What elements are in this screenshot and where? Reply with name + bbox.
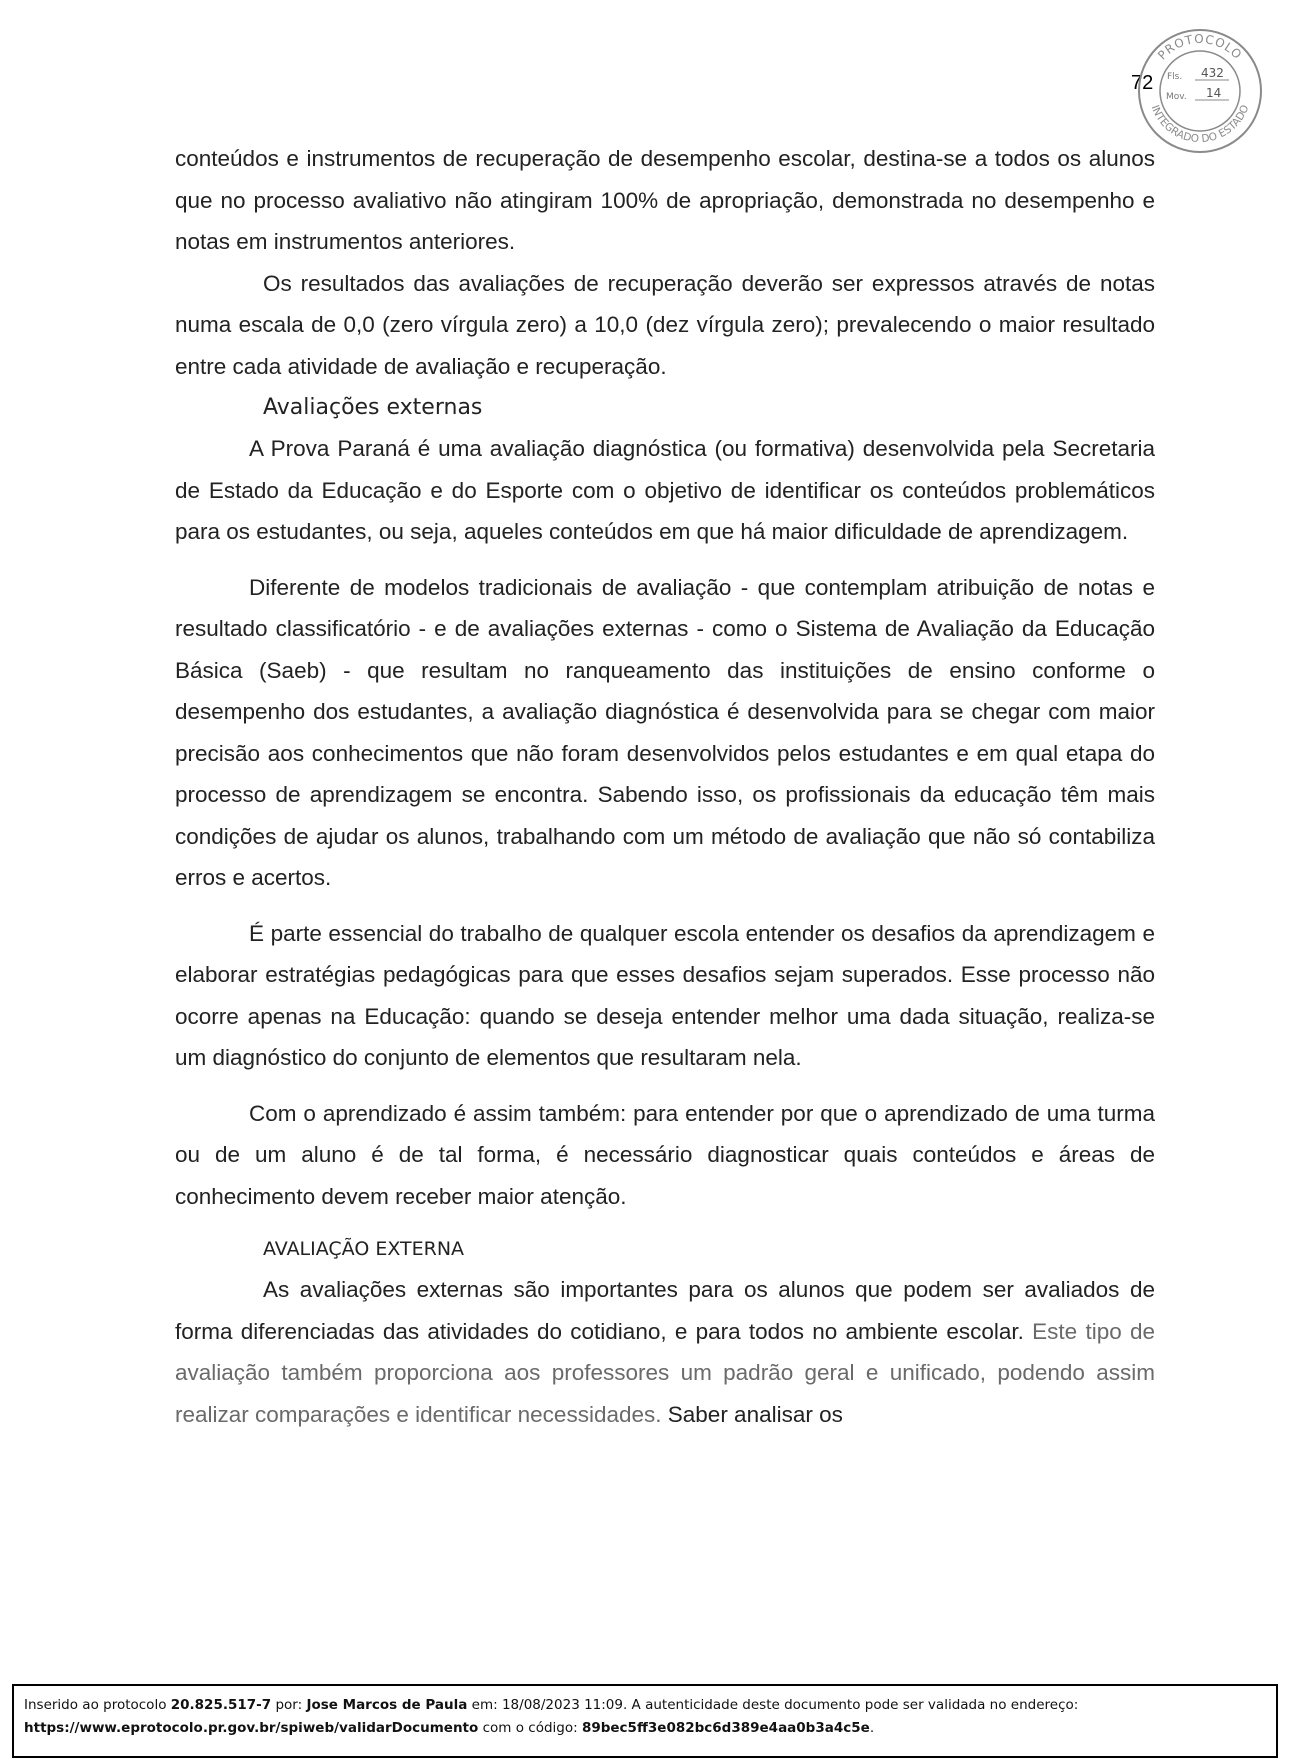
- authentication-footer: [12, 1684, 1278, 1758]
- paragraph: Com o aprendizado é assim também: para entender por que o aprendizado de uma turma ou de um aluno é de tal forma, é necessário diagnosticar quais conteúdos e áreas de conhecimento devem receber maior atenção.: [175, 1100, 1155, 1209]
- footer-code: 89bec5ff3e082bc6d389e4aa0b3a4c5e: [581, 1720, 870, 1736]
- footer-validation-url[interactable]: https://www.eprotocolo.pr.gov.br/spiweb/validarDocumento: [24, 1720, 479, 1736]
- section-heading: AVALIAÇÃO EXTERNA: [263, 1238, 465, 1260]
- stamp-mov-label: Mov.: [1166, 92, 1187, 102]
- protocol-stamp: [1137, 28, 1263, 154]
- paragraph: Diferente de modelos tradicionais de avaliação - que contemplam atribuição de notas e resultado classificatório - e de avaliações externas - como o Sistema de Avaliação da Educação Básica (Saeb) - que resultam no ranqueamento das instituições de ensino conforme o desempenho dos estudantes, a avaliação diagnóstica é desenvolvida para se chegar com maior precisão aos conhecimentos que não foram desenvolvidos pelos estudantes e em qual etapa do processo de aprendizagem se encontra. Sabendo isso, os profissionais da educação têm mais condições de ajudar os alunos, trabalhando com um método de avaliação que não só contabiliza erros e acertos.: [175, 574, 1155, 890]
- paragraph: Os resultados das avaliações de recuperação deverão ser expressos através de notas numa escala de 0,0 (zero vírgula zero) a 10,0 (dez vírgula zero); prevalecendo o maior resultado entre cada atividade de avaliação e recuperação.: [175, 270, 1155, 379]
- stamp-mov-value: 14: [1206, 86, 1222, 100]
- footer-author: Jose Marcos de Paula: [306, 1697, 468, 1713]
- paragraph: A Prova Paraná é uma avaliação diagnóstica (ou formativa) desenvolvida pela Secretaria de Estado da Educação e do Esporte com o objetivo de identificar os conteúdos problemáticos para os estudantes, ou seja, aqueles conteúdos em que há maior dificuldade de aprendizagem.: [175, 436, 1155, 544]
- stamp-ring-top: PROTOCOLO: [1155, 31, 1245, 63]
- footer-end: .: [869, 1720, 875, 1736]
- paragraph-tail-text: Saber analisar os: [667, 1401, 843, 1427]
- paragraph: [175, 1269, 1155, 1435]
- paragraph-grey-text: Este tipo de avaliação também proporciona aos professores um padrão geral e unificado, podendo assim realizar comparações e identificar necessidades.: [175, 1318, 1156, 1427]
- paragraph: conteúdos e instrumentos de recuperação de desempenho escolar, destina-se a todos os alunos que no processo avaliativo não atingiram 100% de apropriação, demonstrada no desempenho e notas em instrumentos anteriores.: [175, 146, 1155, 254]
- footer-prefix: Inserido ao protocolo: [24, 1697, 167, 1713]
- stamp-ring-bottom: INTEGRADO DO ESTADO: [1148, 103, 1252, 146]
- document-body: [175, 138, 1155, 1435]
- footer-by-label: por:: [275, 1697, 303, 1713]
- stamp-fls-label: Fls.: [1167, 72, 1183, 82]
- footer-code-label: com o código:: [482, 1720, 578, 1736]
- footer-date-text: em: 18/08/2023 11:09. A autenticidade deste documento pode ser validada no endereço:: [471, 1697, 1079, 1713]
- page-number: 72: [1131, 72, 1154, 94]
- paragraph: É parte essencial do trabalho de qualquer escola entender os desafios da aprendizagem e elaborar estratégias pedagógicas para que esses desafios sejam superados. Esse processo não ocorre apenas na Educação: quando se deseja entender melhor uma dada situação, realiza-se um diagnóstico do conjunto de elementos que resultaram nela.: [175, 920, 1155, 1070]
- section-heading: Avaliações externas: [263, 395, 483, 420]
- footer-line-2: [24, 1717, 1266, 1740]
- footer-protocol-number: 20.825.517-7: [170, 1697, 272, 1713]
- stamp-fls-value: 432: [1201, 66, 1224, 80]
- footer-line-1: [24, 1694, 1266, 1717]
- paragraph-dark-text: As avaliações externas são importantes para os alunos que podem ser avaliados de forma diferenciadas das atividades do cotidiano, e para todos no ambiente escolar.: [175, 1277, 1155, 1344]
